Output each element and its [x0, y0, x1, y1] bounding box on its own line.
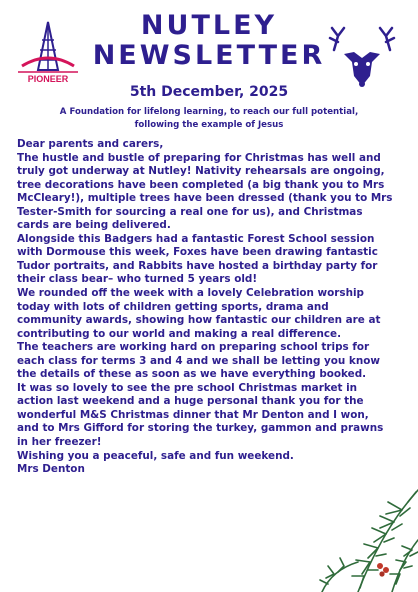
body-line: in her freezer!: [17, 436, 102, 449]
body-line: Alongside this Badgers had a fantastic Forest School session: [17, 232, 375, 245]
body-line: McCleary!), multiple trees have been dressed (thank you to Mrs: [17, 192, 393, 205]
logo-text: PIONEER: [27, 74, 69, 84]
body-line: tree decorations have been completed (a big thank you to Mrs: [17, 178, 385, 191]
body-line: their class bear– who turned 5 years old!: [17, 273, 258, 286]
body-line: cards are being delivered.: [17, 219, 171, 232]
body-line: today with lots of children getting sports, drama and: [17, 300, 329, 313]
newsletter-title-line2: NEWSLETTER: [92, 40, 326, 71]
body-line: truly got underway at Nutley! Nativity rehearsals are ongoing,: [17, 165, 385, 178]
body-line: Dear parents and carers,: [17, 138, 164, 150]
body-line: and to Mrs Gifford for storing the turkey, gammon and prawns: [17, 422, 384, 435]
body-line: action last weekend and a huge personal thank you for the: [17, 395, 364, 408]
motto-line-1: A Foundation for lifelong learning, to reach our full potential,: [59, 107, 359, 117]
pine-branch-decoration: [262, 470, 418, 592]
body-line: Tester-Smith for sourcing a real one for us), and Christmas: [17, 205, 363, 218]
body-line: Wishing you a peaceful, safe and fun weekend.: [17, 449, 294, 462]
body-line: The teachers are working hard on preparing school trips for: [17, 341, 370, 354]
body-line: the details of these as soon as we have everything booked.: [17, 368, 367, 381]
newsletter-date: 5th December, 2025: [129, 84, 289, 100]
newsletter-body: [17, 138, 413, 477]
body-line: wonderful M&S Christmas dinner that Mr Denton and I won,: [17, 408, 369, 421]
body-line: Tudor portraits, and Rabbits have hosted a birthday party for: [17, 259, 378, 272]
signature: Mrs Denton: [17, 463, 85, 476]
body-line: each class for terms 3 and 4 and we shall be letting you know: [17, 354, 380, 367]
body-line: community awards, showing how fantastic our children are at: [17, 314, 381, 327]
body-line: It was so lovely to see the pre school Christmas market in: [17, 381, 358, 394]
body-line: We rounded off the week with a lovely Celebration worship: [17, 287, 365, 300]
school-motto: [40, 106, 378, 132]
motto-line-2: following the example of Jesus: [134, 120, 284, 130]
newsletter-title-line1: NUTLEY: [140, 10, 278, 41]
body-line: The hustle and bustle of preparing for Christmas has well and: [17, 151, 381, 164]
body-line: contributing to our world and making a real difference.: [17, 327, 342, 340]
body-line: with Dormouse this week, Foxes have been drawing fantastic: [17, 246, 378, 259]
